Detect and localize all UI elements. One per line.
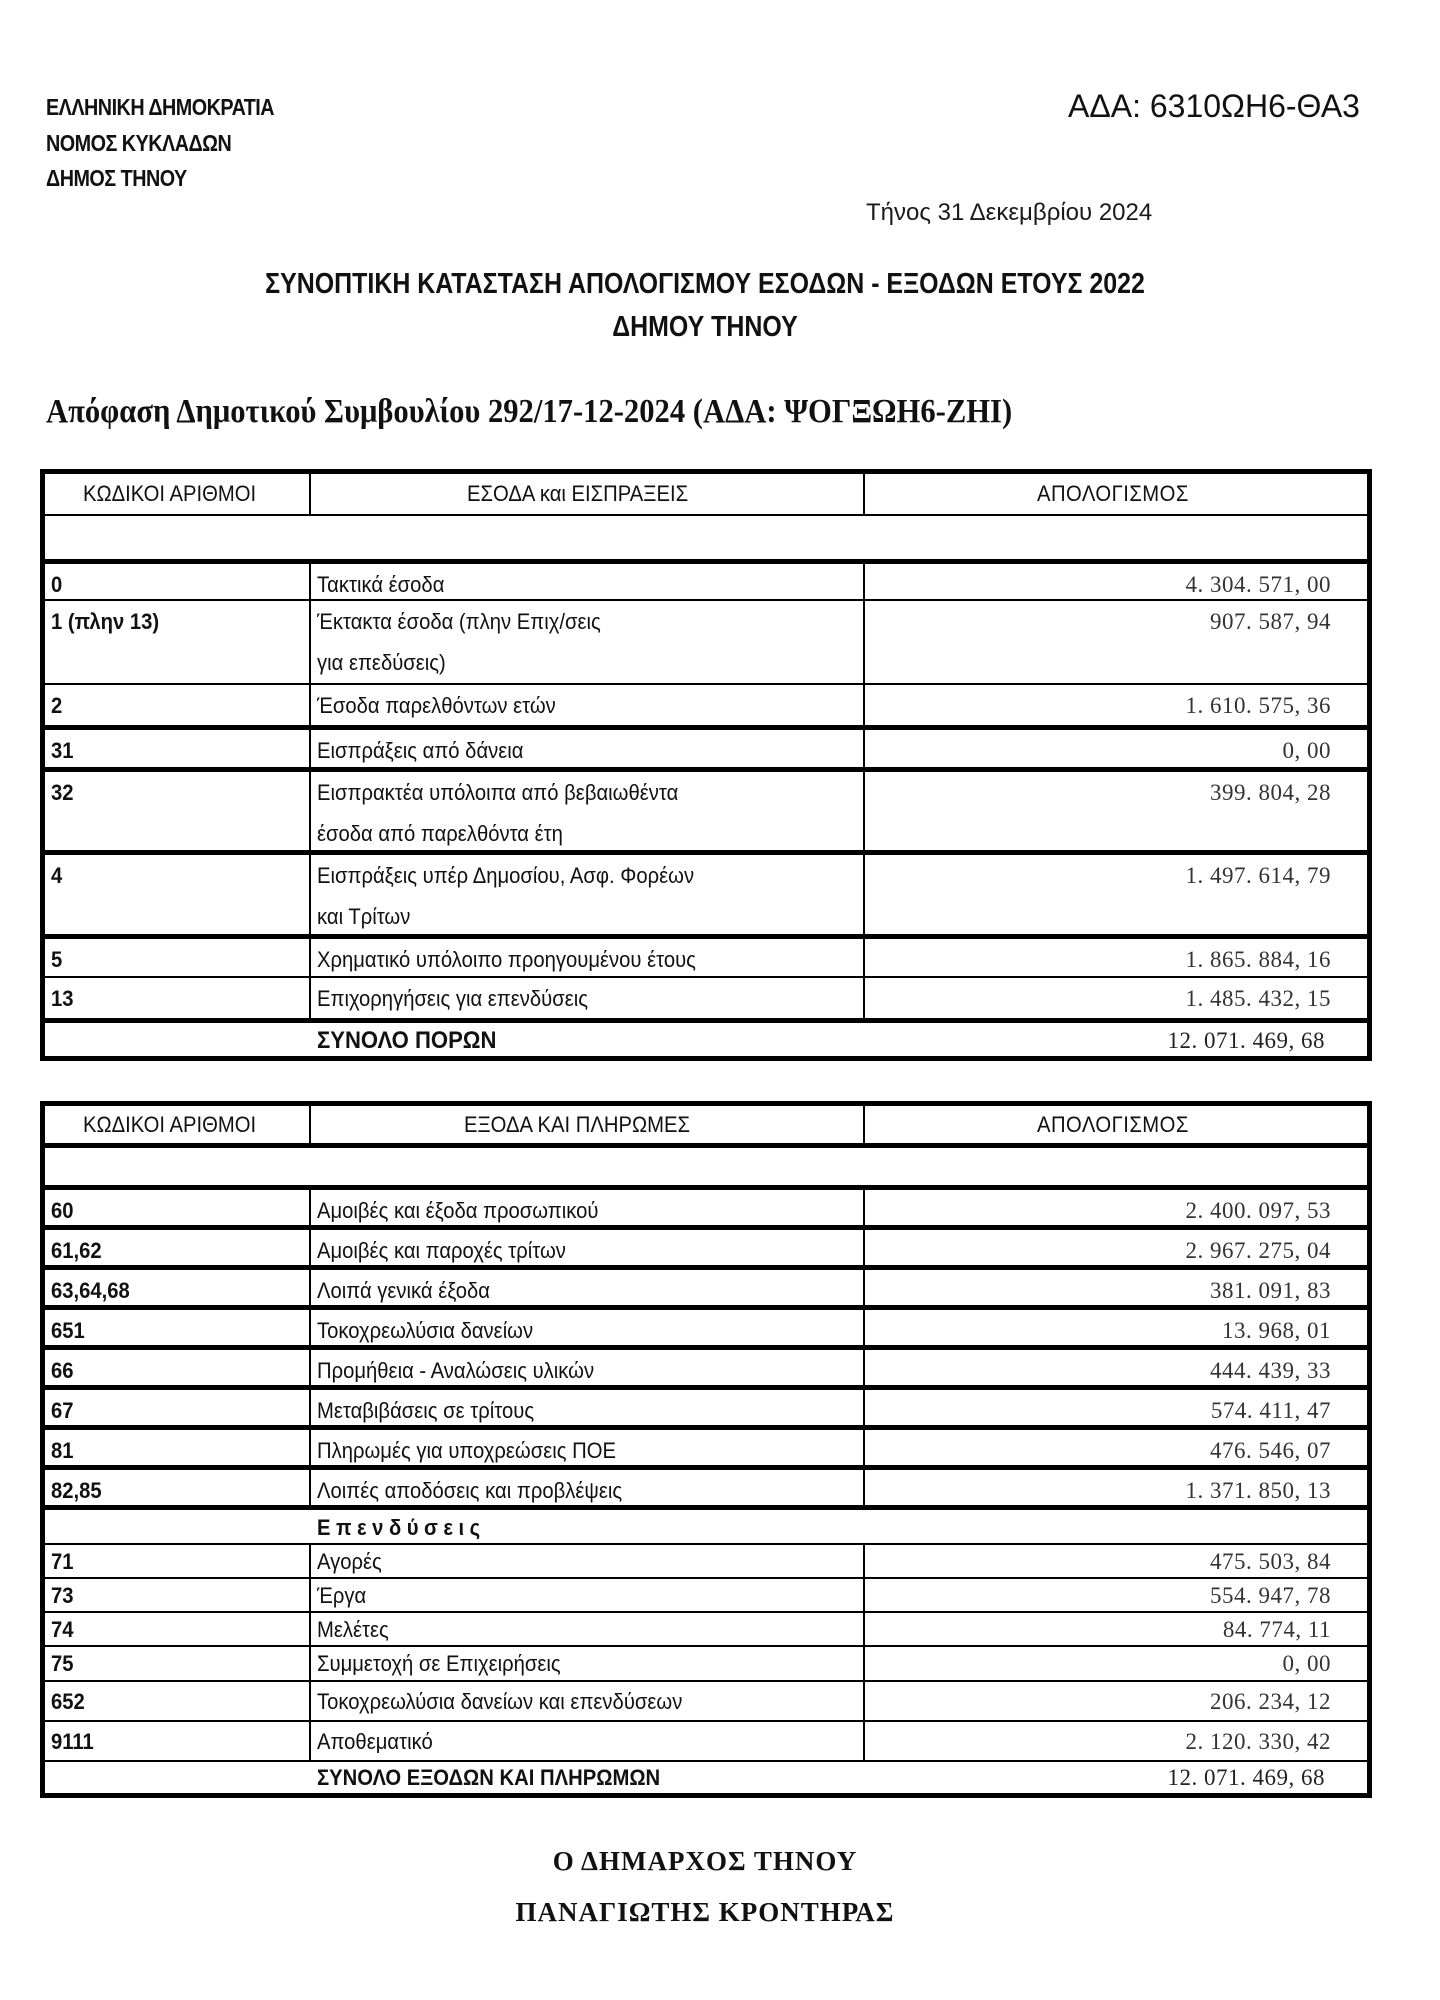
- row-value: 0, 00: [1282, 1651, 1331, 1676]
- table-row: [45, 1345, 1367, 1385]
- column-header-codes-label: ΚΩΔΙΚΟΙ ΑΡΙΘΜΟΙ: [82, 1111, 257, 1137]
- row-code: 67: [51, 1398, 74, 1423]
- row-code: 60: [51, 1198, 74, 1223]
- table-row: [45, 683, 1367, 725]
- revenue-table-header: [45, 474, 1367, 514]
- table-row: [45, 1225, 1367, 1265]
- total-value: 12. 071. 469, 68: [1167, 1028, 1325, 1053]
- table-row: [45, 599, 1367, 683]
- row-description: Λοιπά γενικά έξοδα: [317, 1278, 491, 1303]
- ada-code: ΑΔΑ: 6310ΩΗ6-ΘΑ3: [1068, 88, 1360, 124]
- row-code: 75: [51, 1651, 74, 1676]
- table-row: [45, 1265, 1367, 1305]
- row-description: Χρηματικό υπόλοιπο προηγουμένου έτους: [317, 947, 696, 972]
- total-label: ΣΥΝΟΛΟ ΕΞΟΔΩΝ ΚΑΙ ΠΛΗΡΩΜΩΝ: [317, 1765, 661, 1790]
- row-description-cont: έσοδα από παρελθόντα έτη: [317, 821, 563, 846]
- row-code: 652: [51, 1689, 85, 1714]
- table-row: [45, 976, 1367, 1018]
- expense-table: [40, 1101, 1372, 1798]
- table-row: [45, 1305, 1367, 1345]
- row-description: Προμήθεια - Αναλώσεις υλικών: [317, 1358, 595, 1383]
- org-line-municipality: ΔΗΜΟΣ ΤΗΝΟΥ: [46, 165, 187, 191]
- row-description: Έκτακτα έσοδα (πλην Επιχ/σεις: [317, 609, 601, 634]
- total-row: [45, 1760, 1367, 1793]
- row-code: 71: [51, 1549, 74, 1574]
- expense-table-header: [45, 1106, 1367, 1143]
- column-header-expenses: [311, 1106, 865, 1143]
- signature-role: Ο ΔΗΜΑΡΧΟΣ ΤΗΝΟΥ: [552, 1846, 858, 1876]
- investments-label: Επενδύσεις: [317, 1515, 486, 1540]
- table-row: [45, 850, 1367, 934]
- row-value: 444. 439, 33: [1210, 1358, 1331, 1383]
- spacer-row: [45, 514, 1367, 559]
- row-description: Τοκοχρεωλύσια δανείων και επενδύσεων: [317, 1689, 683, 1714]
- column-header-account-label: ΑΠΟΛΟΓΙΣΜΟΣ: [1036, 1111, 1189, 1137]
- table-row: [45, 1577, 1367, 1611]
- row-value: 1. 497. 614, 79: [1185, 863, 1331, 888]
- document-subtitle: ΔΗΜΟΥ ΤΗΝΟΥ: [612, 311, 798, 343]
- revenue-table: [40, 469, 1372, 1061]
- table-row: [45, 1645, 1367, 1680]
- table-row: [45, 1543, 1367, 1577]
- column-header-account: [865, 1106, 1367, 1143]
- row-code: 0: [51, 572, 63, 597]
- table-row: [45, 725, 1367, 767]
- table-row: [45, 559, 1367, 599]
- row-value: 0, 00: [1282, 738, 1331, 763]
- spacer-row: [45, 1143, 1367, 1185]
- row-value: 84. 774, 11: [1222, 1617, 1331, 1642]
- row-description: Τοκοχρεωλύσια δανείων: [317, 1318, 534, 1343]
- table-row: [45, 1185, 1367, 1225]
- row-code: 32: [51, 780, 74, 805]
- column-header-codes: [45, 1106, 311, 1143]
- row-description: Πληρωμές για υποχρεώσεις ΠΟΕ: [317, 1438, 616, 1463]
- council-decision: Απόφαση Δημοτικού Συμβουλίου 292/17-12-2024 (ΑΔΑ: ΨΟΓΞΩΗ6-ΖΗΙ): [46, 393, 1013, 430]
- row-value: 1. 610. 575, 36: [1185, 693, 1331, 718]
- row-value: 2. 120. 330, 42: [1185, 1729, 1331, 1754]
- investments-section-row: [45, 1505, 1367, 1543]
- column-header-codes-label: ΚΩΔΙΚΟΙ ΑΡΙΘΜΟΙ: [82, 481, 257, 506]
- row-value: 399. 804, 28: [1210, 780, 1331, 805]
- table-row: [45, 934, 1367, 976]
- row-description: Αγορές: [317, 1549, 382, 1574]
- total-row: [45, 1018, 1367, 1056]
- document-title: ΣΥΝΟΠΤΙΚΗ ΚΑΤΑΣΤΑΣΗ ΑΠΟΛΟΓΙΣΜΟΥ ΕΣΟΔΩΝ - ΕΞΟΔΩΝ ΕΤΟΥΣ 2022: [265, 268, 1145, 300]
- row-description: Συμμετοχή σε Επιχειρήσεις: [317, 1651, 561, 1676]
- table-row: [45, 1611, 1367, 1645]
- row-description: Μεταβιβάσεις σε τρίτους: [317, 1398, 535, 1423]
- row-value: 2. 400. 097, 53: [1185, 1198, 1331, 1223]
- row-code: 5: [51, 947, 63, 972]
- table-row: [45, 1465, 1367, 1505]
- row-code: 82,85: [51, 1478, 102, 1503]
- row-code: 9111: [51, 1729, 94, 1754]
- row-description: Τακτικά έσοδα: [317, 572, 445, 597]
- row-code: 31: [51, 738, 74, 763]
- row-code: 61,62: [51, 1238, 102, 1263]
- row-code: 66: [51, 1358, 74, 1383]
- row-code: 1 (πλην 13): [51, 609, 160, 634]
- row-value: 1. 485. 432, 15: [1185, 986, 1331, 1011]
- row-description: Επιχορηγήσεις για επενδύσεις: [317, 986, 589, 1011]
- row-description: Μελέτες: [317, 1617, 389, 1642]
- row-description: Λοιπές αποδόσεις και προβλέψεις: [317, 1478, 623, 1503]
- row-value: 4. 304. 571, 00: [1185, 572, 1331, 597]
- row-description: Εισπρακτέα υπόλοιπα από βεβαιωθέντα: [317, 780, 679, 805]
- row-code: 81: [51, 1438, 74, 1463]
- row-code: 651: [51, 1318, 85, 1343]
- row-description: Αμοιβές και παροχές τρίτων: [317, 1238, 566, 1263]
- row-description: Εισπράξεις από δάνεια: [317, 738, 524, 763]
- column-header-expenses-label: ΕΞΟΔΑ ΚΑΙ ΠΛΗΡΩΜΕΣ: [464, 1111, 691, 1137]
- row-description: Αποθεματικό: [317, 1729, 433, 1754]
- row-description: Έργα: [317, 1583, 367, 1608]
- total-value: 12. 071. 469, 68: [1167, 1765, 1325, 1790]
- signature-name: ΠΑΝΑΓΙΩΤΗΣ ΚΡΟΝΤΗΡΑΣ: [515, 1897, 895, 1927]
- row-description-cont: και Τρίτων: [317, 904, 411, 929]
- total-label: ΣΥΝΟΛΟ ΠΟΡΩΝ: [317, 1027, 497, 1054]
- row-value: 554. 947, 78: [1210, 1583, 1331, 1608]
- row-value: 206. 234, 12: [1210, 1689, 1331, 1714]
- row-description: Αμοιβές και έξοδα προσωπικού: [317, 1198, 599, 1223]
- table-row: [45, 1425, 1367, 1465]
- row-value: 13. 968, 01: [1222, 1318, 1331, 1343]
- row-code: 4: [51, 863, 63, 888]
- row-code: 2: [51, 693, 63, 718]
- table-row: [45, 1385, 1367, 1425]
- table-row: [45, 1680, 1367, 1720]
- row-code: 74: [51, 1617, 74, 1642]
- row-value: 2. 967. 275, 04: [1185, 1238, 1331, 1263]
- column-header-account: [865, 474, 1367, 514]
- row-value: 475. 503, 84: [1210, 1549, 1331, 1574]
- column-header-revenues-label: ΕΣΟΔΑ και ΕΙΣΠΡΑΞΕΙΣ: [466, 481, 688, 506]
- row-code: 73: [51, 1583, 74, 1608]
- row-code: 13: [51, 986, 74, 1011]
- row-description-cont: για επεδύσεις): [317, 650, 446, 675]
- row-value: 1. 371. 850, 13: [1185, 1478, 1331, 1503]
- table-row: [45, 767, 1367, 850]
- row-value: 574. 411, 47: [1210, 1398, 1331, 1423]
- row-description: Έσοδα παρελθόντων ετών: [317, 693, 556, 718]
- row-code: 63,64,68: [51, 1278, 130, 1303]
- row-value: 476. 546, 07: [1210, 1438, 1331, 1463]
- row-value: 381. 091, 83: [1210, 1278, 1331, 1303]
- document-date: Τήνος 31 Δεκεμβρίου 2024: [866, 199, 1153, 226]
- column-header-revenues: [311, 474, 865, 514]
- table-row: [45, 1720, 1367, 1760]
- row-description: Εισπράξεις υπέρ Δημοσίου, Ασφ. Φορέων: [317, 863, 695, 888]
- row-value: 1. 865. 884, 16: [1185, 947, 1331, 972]
- column-header-codes: [45, 474, 311, 514]
- org-line-republic: ΕΛΛΗΝΙΚΗ ΔΗΜΟΚΡΑΤΙΑ: [46, 94, 275, 120]
- org-line-prefecture: ΝΟΜΟΣ ΚΥΚΛΑΔΩΝ: [46, 130, 232, 156]
- column-header-account-label: ΑΠΟΛΟΓΙΣΜΟΣ: [1036, 481, 1189, 506]
- row-value: 907. 587, 94: [1210, 609, 1331, 634]
